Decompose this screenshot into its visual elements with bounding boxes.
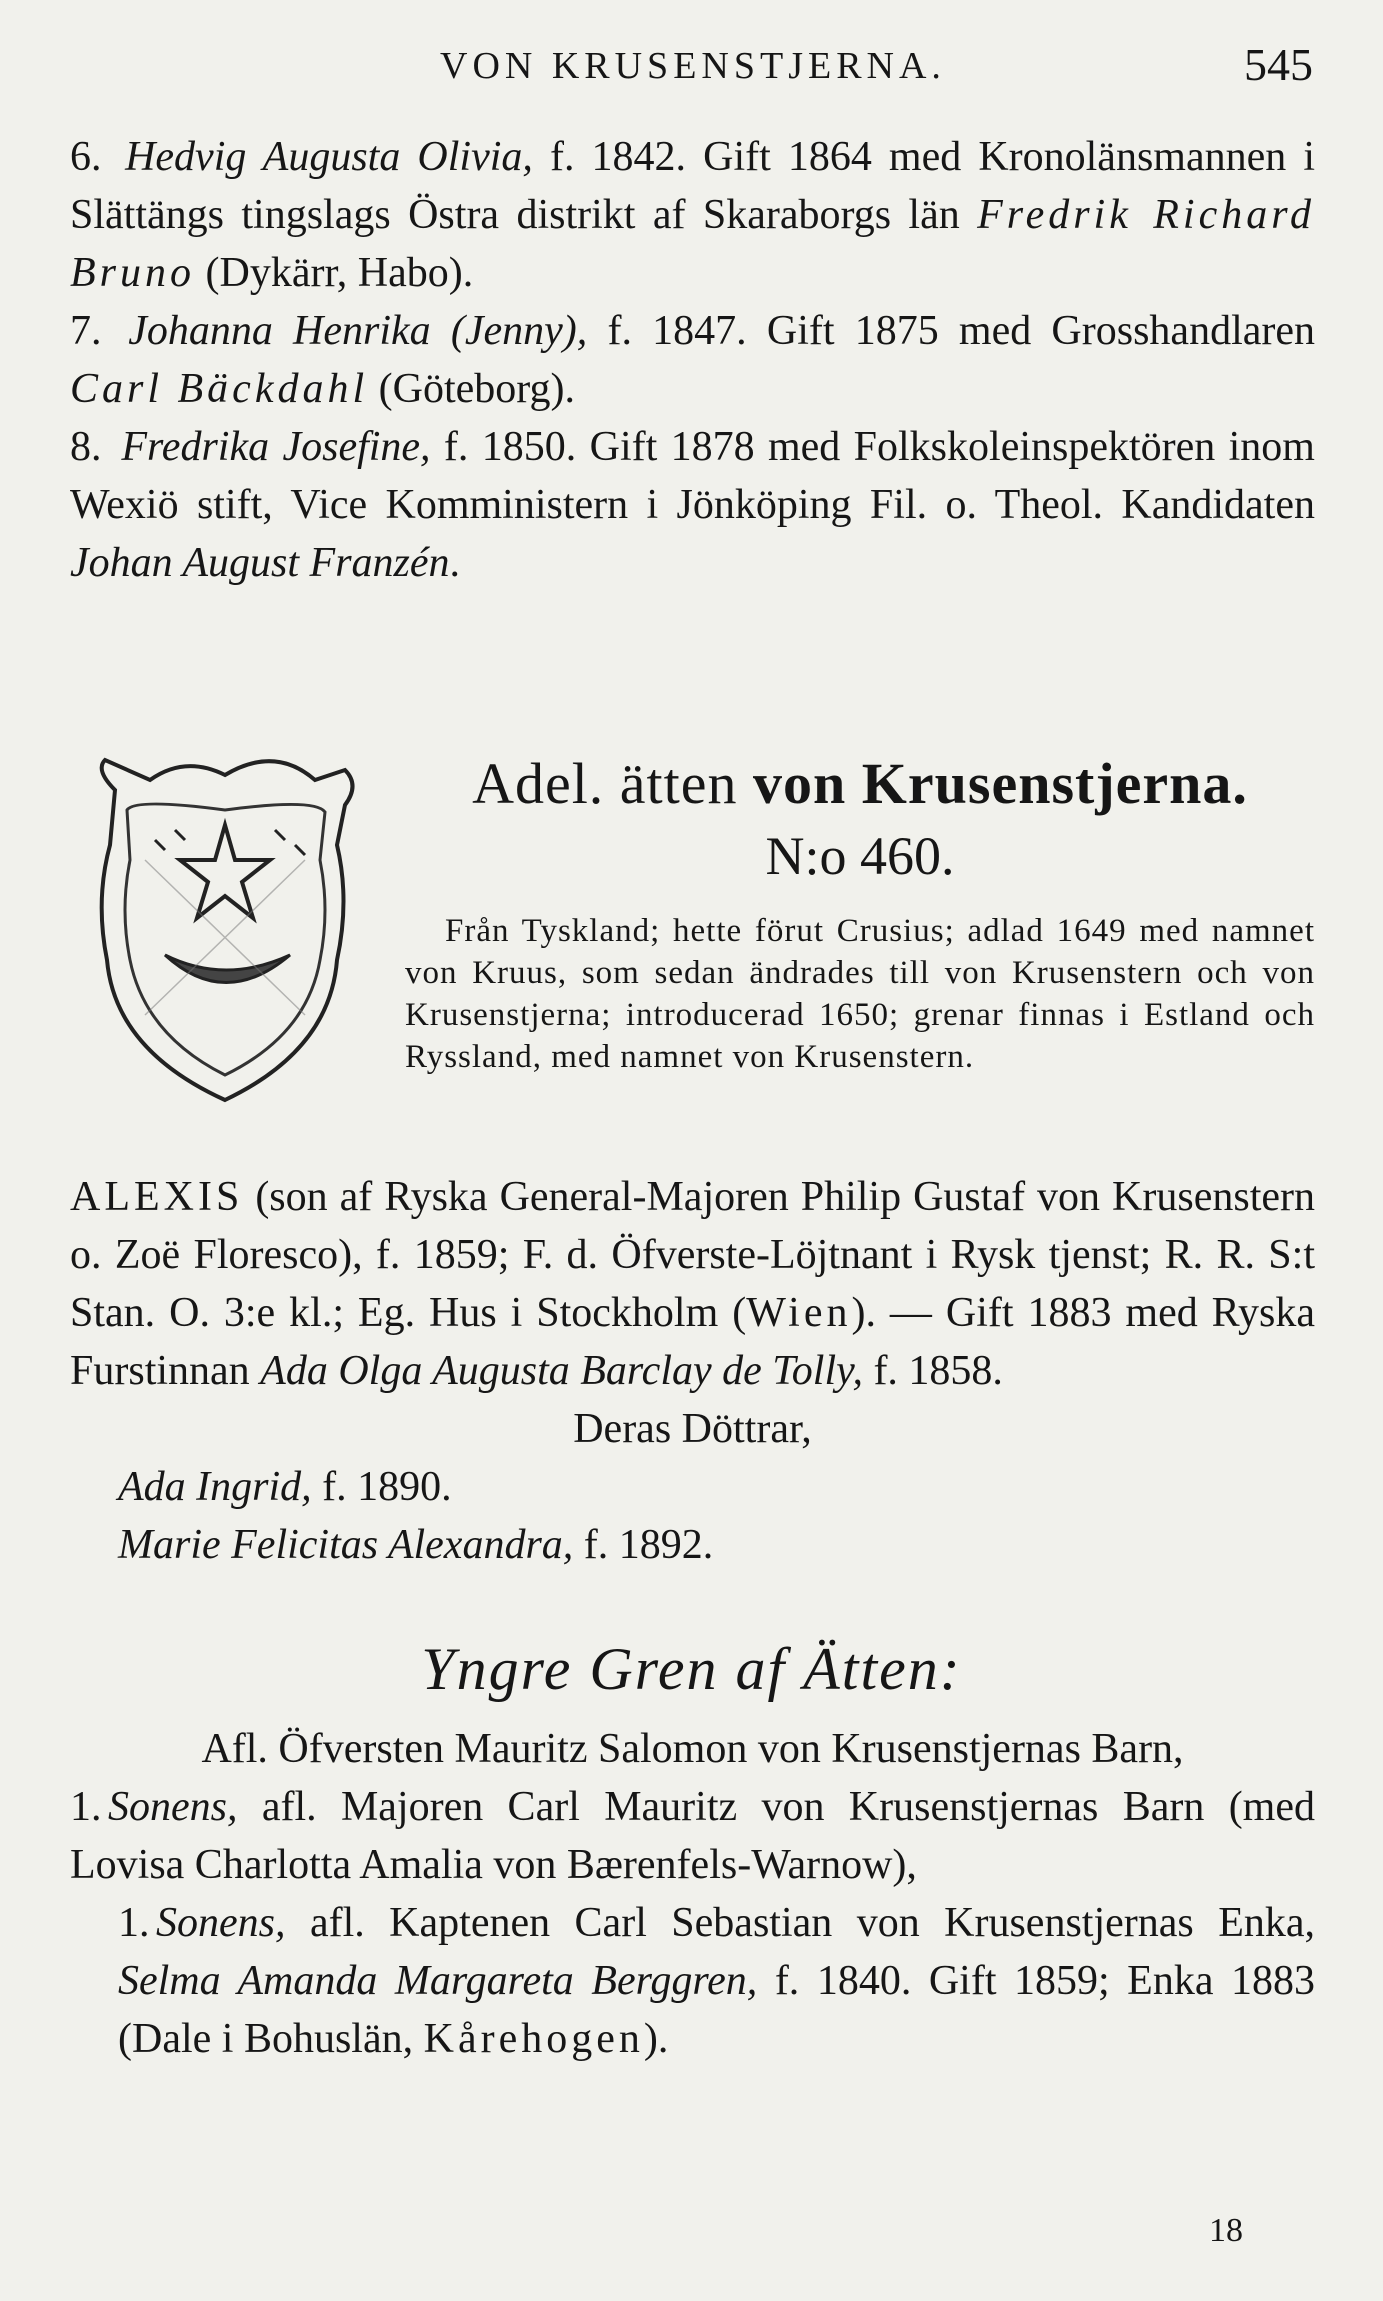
entry-7: 7. Johanna Henrika (Jenny), f. 1847. Gift 1875 med Grosshandlaren Carl Bäckdahl (Göteborg). xyxy=(70,308,1316,412)
family-history-note: Från Tyskland; hette förut Crusius; adlad 1649 med namnet von Kruus, som sedan ändrades till von Krusenstern och von Krusenstjerna; introducerad 1650; grenar finnas i Estland och Ryssland, med namnet von Krusenstern. xyxy=(405,913,1315,1075)
family-name: von Krusenstjerna. xyxy=(753,751,1248,816)
family-number: N:o 460. xyxy=(765,826,955,886)
branch-item-1-1: 1. Sonens, afl. Kaptenen Carl Sebastian von Krusenstjernas Enka, Selma Amanda Margareta Berggren, f. 1840. Gift 1859; Enka 1883 (Dale i Bohuslän, Kårehogen). xyxy=(118,1900,1315,2062)
page-number: 545 xyxy=(1244,39,1313,90)
signature-mark: 18 xyxy=(1209,2212,1243,2249)
spouse-name: Selma Amanda Margareta Berggren, xyxy=(118,1958,758,2004)
entry-8: 8. Fredrika Josefine, f. 1850. Gift 1878 med Folkskoleinspektören inom Wexiö stift, Vice Komministern i Jönköping Fil. o. Theol. Kandidaten Johan August Franzén. xyxy=(70,424,1315,586)
spouse-name: Carl Bäckdahl xyxy=(70,366,369,412)
entry-6: 6. Hedvig Augusta Olivia, f. 1842. Gift 1864 med Kronolänsmannen i Slättängs tingslags Östra distrikt af Skaraborgs län Fredrik Richard Bruno (Dykärr, Habo). xyxy=(70,134,1315,296)
spouse-name: Johan August Franzén xyxy=(70,540,450,586)
daughter-2: Marie Felicitas Alexandra, f. 1892. xyxy=(118,1522,714,1568)
entry-name: Hedvig Augusta Olivia, xyxy=(125,134,533,180)
branch-item-1: 1. Sonens, afl. Majoren Carl Mauritz von Krusenstjernas Barn (med Lovisa Charlotta Amalia von Bærenfels-Warnow), xyxy=(70,1784,1315,1888)
branch-title: Yngre Gren af Ätten: xyxy=(421,1636,962,1702)
running-head: VON KRUSENSTJERNA. xyxy=(440,45,946,87)
head-name: ALEXIS xyxy=(70,1174,244,1220)
branch-intro: Afl. Öfversten Mauritz Salomon von Krusenstjernas Barn, xyxy=(201,1726,1184,1772)
entry-name: Fredrika Josefine, xyxy=(121,424,431,470)
residence-place: Wien xyxy=(746,1290,852,1336)
family-title: Adel. ätten von Krusenstjerna. xyxy=(472,751,1248,816)
alexis-entry: ALEXIS (son af Ryska General-Majoren Philip Gustaf von Krusenstern o. Zoë Floresco), f. 1859; F. d. Öfverste-Löjtnant i Rysk tjenst; R. R. S:t Stan. O. 3:e kl.; Eg. Hus i Stockholm (Wien). — Gift 1883 med Ryska Furstinnan Ada Olga Augusta Barclay de Tolly, f. 1858. Deras Döttrar, Ada Ingrid, f. 1890. Marie Felicitas Alexandra, f. 1892. xyxy=(70,1168,1315,1574)
branch-list xyxy=(70,1720,1315,2068)
children-list xyxy=(70,128,1315,592)
residence-place: Kårehogen xyxy=(423,2016,644,2062)
spouse-name: Fredrik Richard Bruno xyxy=(70,192,1315,296)
daughter-1: Ada Ingrid, f. 1890. xyxy=(118,1464,452,1510)
coat-of-arms-icon xyxy=(75,750,375,1105)
entry-name: Johanna Henrika (Jenny), xyxy=(128,308,588,354)
spouse-name: Ada Olga Augusta Barclay de Tolly, xyxy=(260,1348,863,1394)
page-header xyxy=(0,30,1383,100)
children-heading: Deras Döttrar, xyxy=(573,1406,812,1452)
